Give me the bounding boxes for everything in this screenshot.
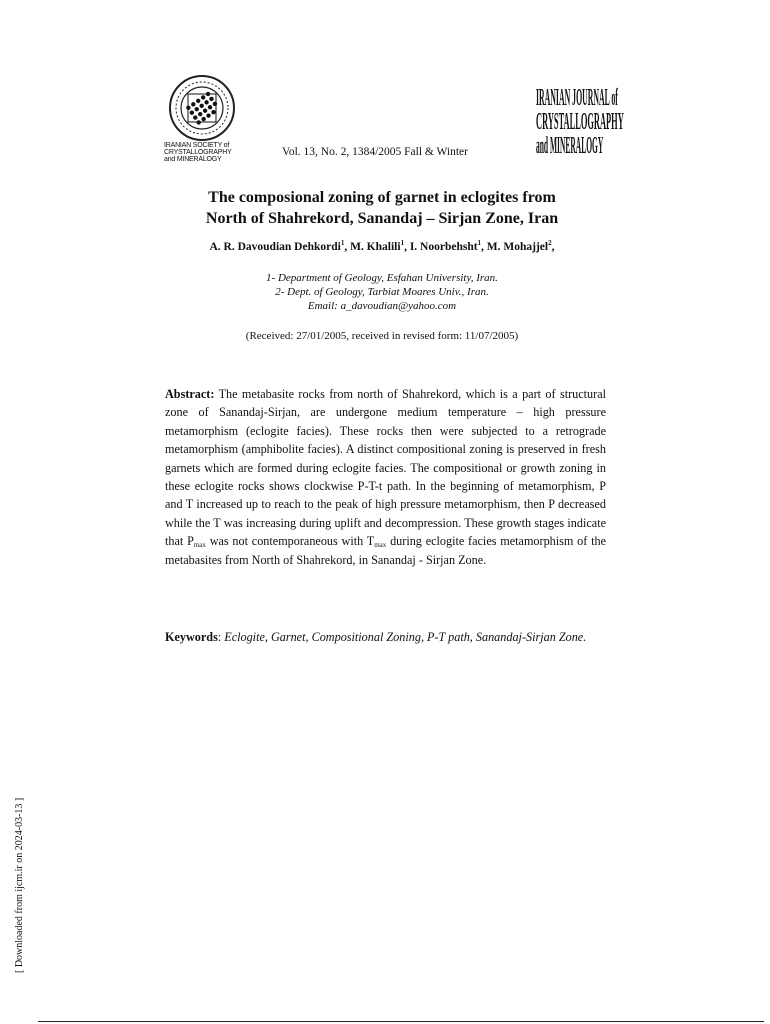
society-logo xyxy=(164,74,240,168)
keywords xyxy=(165,628,606,646)
society-crystal-logo-icon xyxy=(164,74,240,142)
received-dates: (Received: 27/01/2005, received in revised form: 11/07/2005) xyxy=(245,330,519,342)
abstract-text-part-1: The metabasite rocks from north of Shahrekord, which is a part of structural zone of Sanandaj-Sirjan, are undergone medium temperature – high pressure metamorphism (eclogite facies). These rocks then were subjected to a retrograde metamorphism (amphibolite facies). A distinct compositional zoning is preserved in fresh garnets which are formed during eclogite facies. The compositional or growth zoning in these eclogite rocks shows clockwise P-T-t path. In the beginning of metamorphism, P and T increased up to reach to the peak of high pressure metamorphism, then P decreased while the T was increasing during uplift and decompression. These growth stages indicate that P xyxy=(165,387,606,549)
affiliation-2: 2- Dept. of Geology, Tarbiat Moares Univ., Iran. xyxy=(275,286,489,298)
logo-right-line-2: CRYSTALLOGRAPHY xyxy=(536,110,624,136)
article-title xyxy=(120,187,644,229)
logo-left-line-2: CRYSTALLOGRAPHY xyxy=(164,149,232,156)
author-separator: , xyxy=(404,240,410,253)
author-separator: , xyxy=(481,240,487,253)
author-name: M. Khalili xyxy=(350,240,401,253)
affiliation-1: 1- Department of Geology, Esfahan University, Iran. xyxy=(266,272,498,284)
volume-issue-line: Vol. 13, No. 2, 1384/2005 Fall & Winter xyxy=(282,146,468,158)
affiliation-marker: 2 xyxy=(548,239,552,247)
keywords-text: Eclogite, Garnet, Compositional Zoning, P-T path, Sanandaj-Sirjan Zone. xyxy=(224,630,587,644)
author-list xyxy=(100,239,664,253)
subscript-max: max xyxy=(193,541,206,550)
keywords-label: Keywords xyxy=(165,630,218,644)
abstract-text-part-3: during eclogite facies metamorphism of the metabasites from North of Shahrekord, in Sanandaj - Sirjan Zone. xyxy=(165,534,606,567)
logo-left-line-1: IRANIAN SOCIETY of xyxy=(164,142,230,149)
author-separator: , xyxy=(344,240,351,253)
affiliations xyxy=(120,271,644,313)
author-email: Email: a_davoudian@yahoo.com xyxy=(307,300,457,312)
title-line-1: The composional zoning of garnet in eclogites from xyxy=(208,189,556,206)
author-name: I. Noorbehsht xyxy=(409,240,478,253)
abstract-text-part-2: was not contemporaneous with T xyxy=(205,534,375,549)
logo-left-line-3: and MINERALOGY xyxy=(164,156,222,163)
author-name: M. Mohajjel xyxy=(486,240,549,253)
keywords-colon: : xyxy=(217,630,225,644)
subscript-max: max xyxy=(374,541,387,550)
author-name: A. R. Davoudian Dehkordi xyxy=(209,240,341,253)
affiliation-marker: 1 xyxy=(340,239,345,247)
author-trailing-comma: , xyxy=(551,240,555,253)
journal-logo xyxy=(536,86,624,162)
title-line-2: North of Shahrekord, Sanandaj – Sirjan Zone, Iran xyxy=(205,210,559,227)
abstract-label: Abstract: xyxy=(165,387,215,401)
footer-divider xyxy=(38,1021,764,1022)
logo-right-line-1: IRANIAN JOURNAL of xyxy=(536,86,618,112)
abstract xyxy=(165,385,606,569)
download-stamp: [ Downloaded from ijcm.ir on 2024-03-13 ] xyxy=(14,797,25,973)
affiliation-marker: 1 xyxy=(477,239,482,247)
affiliation-marker: 1 xyxy=(400,239,405,247)
logo-right-line-3: and MINERALOGY xyxy=(536,134,604,160)
